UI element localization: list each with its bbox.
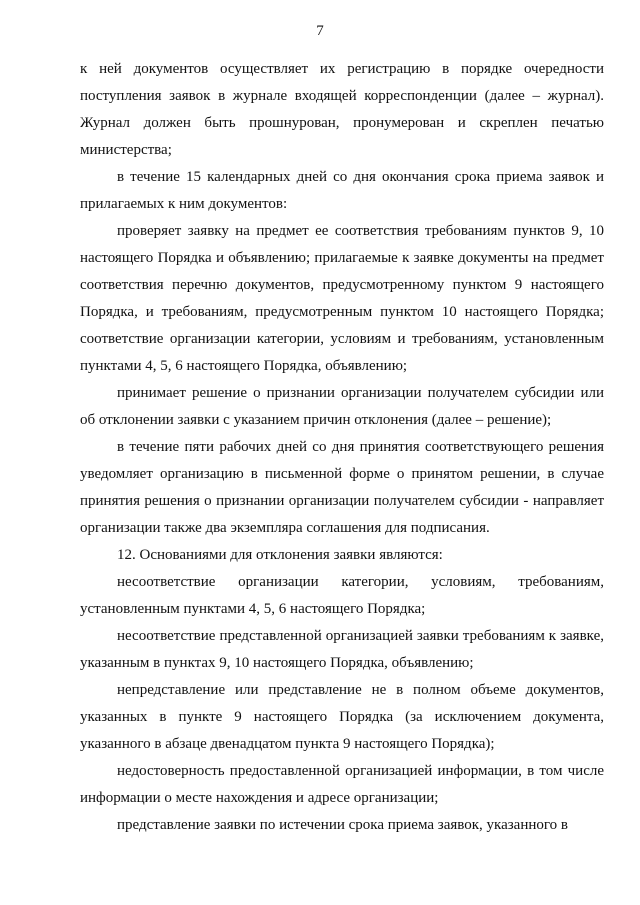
- paragraph-ground-application-mismatch: несоответствие представленной организацией заявки требованиям к заявке, указанным в пунктах 9, 10 настоящего Порядка, объявлению;: [80, 628, 604, 671]
- paragraph-ground-category-mismatch: несоответствие организации категории, условиям, требованиям, установленным пунктами 4, 5, 6 настоящего Порядка;: [80, 574, 604, 617]
- page-number: 7: [316, 23, 324, 39]
- paragraph-notify-organization: в течение пяти рабочих дней со дня принятия соответствующего решения уведомляет организацию в письменной форме о принятом решении, в случае принятия решения о признании организации получателем субсидии - направляет организации также два экземпляра соглашения для подписания.: [80, 439, 604, 536]
- document-body: [80, 56, 604, 839]
- paragraph-rejection-grounds-heading: 12. Основаниями для отклонения заявки являются:: [117, 547, 443, 563]
- paragraph-ground-late-submission: представление заявки по истечении срока приема заявок, указанного в: [117, 817, 568, 833]
- paragraph-check-application: проверяет заявку на предмет ее соответствия требованиям пунктов 9, 10 настоящего Порядка и объявлению; прилагаемые к заявке документы на предмет соответствия перечню документов, предусмотренному пунктом 9 настоящего Порядка, и требованиям, предусмотренным пунктом 10 настоящего Порядка; соответствие организации категории, условиям и требованиям, установленным пунктами 4, 5, 6 настоящего Порядка, объявлению;: [80, 223, 604, 374]
- paragraph-ground-missing-documents: непредставление или представление не в полном объеме документов, указанных в пункте 9 настоящего Порядка (за исключением документа, указанного в абзаце двенадцатом пункта 9 настоящего Порядка);: [80, 682, 604, 752]
- paragraph-registration-journal: к ней документов осуществляет их регистрацию в порядке очередности поступления заявок в журнале входящей корреспонденции (далее – журнал). Журнал должен быть прошнурован, пронумерован и скреплен печатью министерства;: [80, 61, 604, 158]
- paragraph-accept-decision: принимает решение о признании организации получателем субсидии или об отклонении заявки с указанием причин отклонения (далее – решение);: [80, 385, 604, 428]
- paragraph-review-period: в течение 15 календарных дней со дня окончания срока приема заявок и прилагаемых к ним документов:: [80, 169, 604, 212]
- paragraph-ground-false-information: недостоверность предоставленной организацией информации, в том числе информации о месте нахождения и адресе организации;: [80, 763, 604, 806]
